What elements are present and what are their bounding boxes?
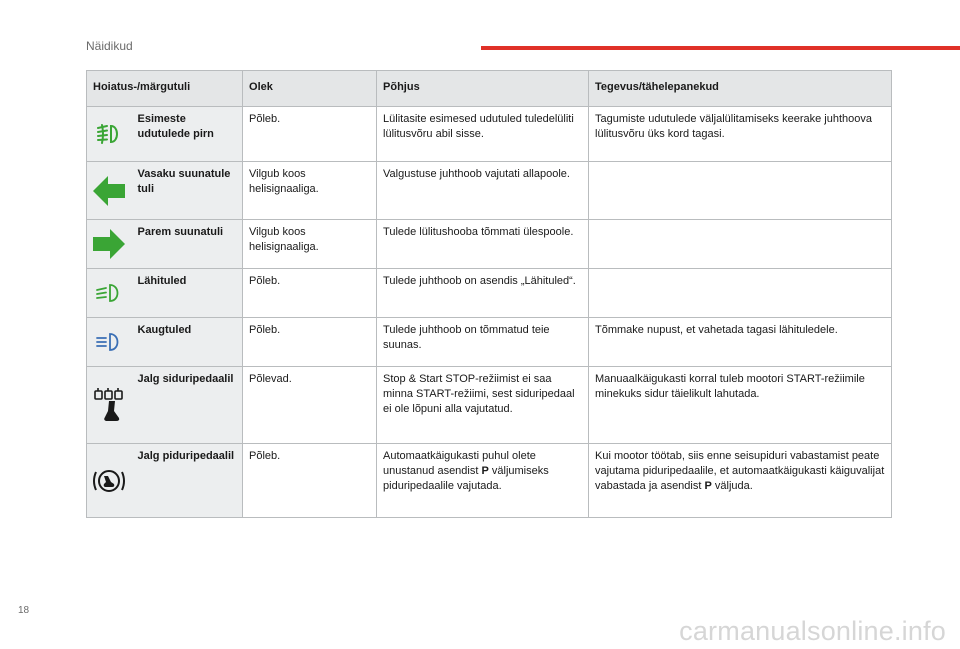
light-cause: Tulede juhthoob on asendis „Lähituled“. [377, 269, 589, 318]
light-name: Vasaku suunatule tuli [132, 162, 243, 220]
light-status: Põlevad. [243, 367, 377, 444]
light-name: Kaugtuled [132, 318, 243, 367]
light-cause: Tulede juhthoob on tõmmatud teie suunas. [377, 318, 589, 367]
light-status: Põleb. [243, 318, 377, 367]
light-status: Põleb. [243, 269, 377, 318]
action-text: väljuda. [711, 480, 753, 492]
gear-position-p: P [481, 465, 489, 477]
brake-pedal-icon [87, 444, 132, 518]
table-row [87, 220, 892, 269]
light-action [589, 269, 892, 318]
table-row [87, 162, 892, 220]
warning-lights-table [86, 70, 892, 518]
cause-text: väljumiseks piduripedaalile vajutada. [383, 465, 549, 492]
watermark: carmanualsonline.info [679, 616, 946, 646]
dipped-beam-icon [87, 269, 132, 318]
light-name: Parem suunatuli [132, 220, 243, 269]
front-fog-light-icon [87, 107, 132, 162]
light-name: Lähituled [132, 269, 243, 318]
light-action: Manuaalkäigukasti korral tuleb mootori START-režiimile minekuks sidur täielikult lahutada. [589, 367, 892, 444]
light-cause: Tulede lülitushooba tõmmati ülespoole. [377, 220, 589, 269]
left-arrow-icon [87, 162, 132, 220]
right-arrow-icon [87, 220, 132, 269]
table-row [87, 318, 892, 367]
column-header-light: Hoiatus-/märgutuli [87, 71, 243, 107]
light-action: Tõmmake nupust, et vahetada tagasi lähituledele. [589, 318, 892, 367]
light-name: Jalg piduripedaalil [132, 444, 243, 518]
table-row [87, 444, 892, 518]
column-header-status: Olek [243, 71, 377, 107]
light-action [589, 162, 892, 220]
light-cause: Lülitasite esimesed udutuled tuledelüliti lülitusvõru abil sisse. [377, 107, 589, 162]
section-title: Näidikud [86, 39, 133, 53]
light-cause: Stop & Start STOP-režiimist ei saa minna START-režiimi, sest siduripedaal ei ole lõpuni alla vajutatud. [377, 367, 589, 444]
gear-position-p: P [704, 480, 712, 492]
light-action [589, 444, 892, 518]
header-accent-bar [481, 46, 960, 50]
action-text: Kui mootor töötab, siis enne seisupiduri vabastamist peate vajutama piduripedaalile, et automaatkäigukasti käiguvalijat vabastada ja asendist [595, 450, 885, 492]
table-header-row [87, 71, 892, 107]
light-status: Vilgub koos helisignaaliga. [243, 162, 377, 220]
light-cause [377, 444, 589, 518]
light-action: Tagumiste udutulede väljalülitamiseks keerake juhthoova lülitusvõru üks kord tagasi. [589, 107, 892, 162]
light-status: Põleb. [243, 107, 377, 162]
table-row [87, 107, 892, 162]
light-status: Vilgub koos helisignaaliga. [243, 220, 377, 269]
light-action [589, 220, 892, 269]
cause-text: Automaatkäigukasti puhul olete unustanud asendist [383, 450, 536, 477]
column-header-cause: Põhjus [377, 71, 589, 107]
column-header-action: Tegevus/tähelepanekud [589, 71, 892, 107]
light-cause: Valgustuse juhthoob vajutati allapoole. [377, 162, 589, 220]
main-beam-icon [87, 318, 132, 367]
page-number: 18 [18, 605, 30, 616]
clutch-pedal-icon [87, 367, 132, 444]
table-row [87, 269, 892, 318]
light-status: Põleb. [243, 444, 377, 518]
light-name: Esimeste udutulede pirn [132, 107, 243, 162]
table-row [87, 367, 892, 444]
light-name: Jalg siduripedaalil [132, 367, 243, 444]
